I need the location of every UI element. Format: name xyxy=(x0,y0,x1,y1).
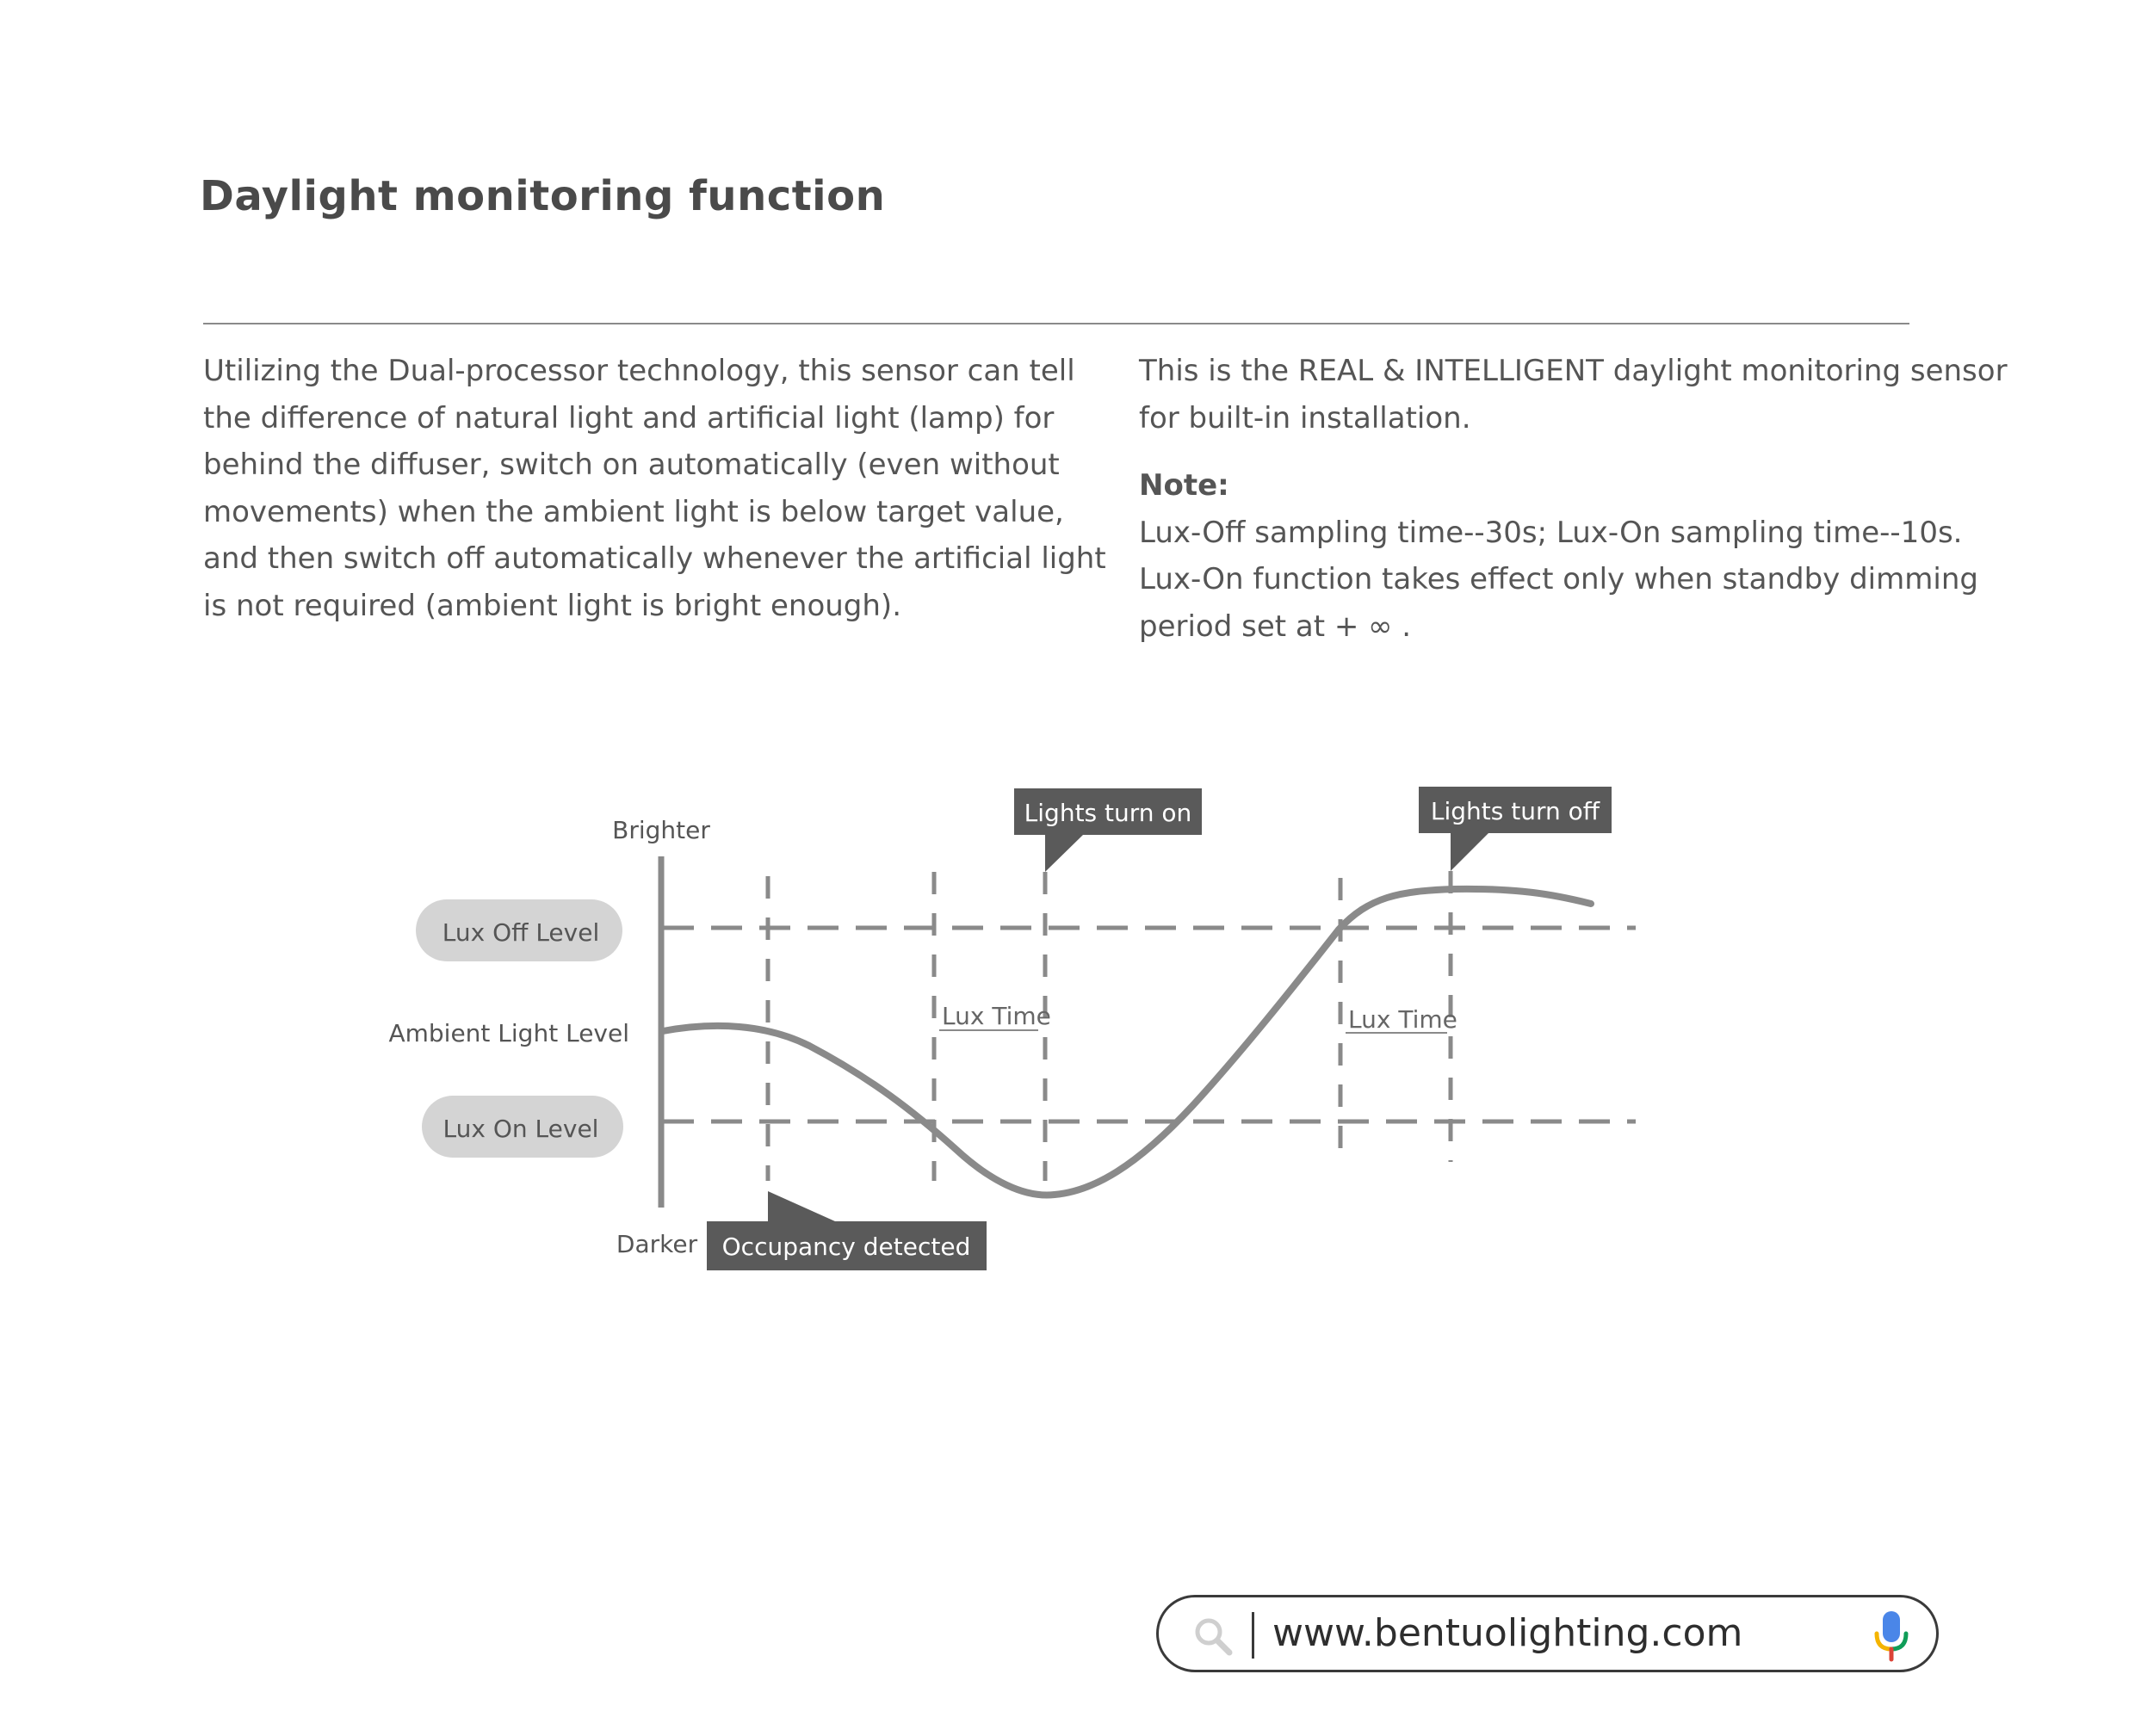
note-label: Note: xyxy=(1139,468,1229,503)
axis-label-brighter: Brighter xyxy=(612,816,710,844)
lux-time-label-2: Lux Time xyxy=(1348,1005,1457,1034)
note-line-sampling: Lux-Off sampling time--30s; Lux-On sampling time--10s. xyxy=(1139,515,1963,550)
callout-occupancy-label: Occupancy detected xyxy=(721,1232,971,1261)
callout-lights-on xyxy=(1014,788,1202,872)
lux-on-level-pill xyxy=(422,1096,623,1158)
ambient-light-level-label: Ambient Light Level xyxy=(388,1019,629,1047)
callout-occupancy xyxy=(707,1191,987,1270)
axis-label-darker: Darker xyxy=(616,1230,698,1258)
text-cursor xyxy=(1252,1612,1254,1659)
callout-lights-off xyxy=(1419,787,1612,871)
website-url: www.bentuolighting.com xyxy=(1272,1611,1743,1655)
website-search-bar xyxy=(1156,1595,1939,1672)
lux-off-level-pill xyxy=(416,899,622,961)
intro-paragraph: Utilizing the Dual-processor technology, this sensor can tell the difference of natural light and artificial light (lamp) for behind the diffuser, switch on automatically (even without movements) when the ambient light is below target value, and then switch off automatically whenever the artificial light is not required (ambient light is bright enough). xyxy=(203,354,1106,623)
callout-lights-on-label: Lights turn on xyxy=(1024,799,1192,827)
lux-on-level-label: Lux On Level xyxy=(442,1115,599,1143)
note-line-standby: Lux-On function takes effect only when standby dimming period set at + ∞ . xyxy=(1139,562,1978,644)
search-icon xyxy=(1191,1615,1235,1658)
page-title: Daylight monitoring function xyxy=(200,172,886,220)
lux-off-level-label: Lux Off Level xyxy=(442,918,600,947)
callout-lights-off-label: Lights turn off xyxy=(1430,797,1600,825)
lux-time-label-1: Lux Time xyxy=(942,1002,1051,1030)
microphone-icon xyxy=(1872,1609,1910,1663)
product-summary: This is the REAL & INTELLIGENT daylight monitoring sensor for built-in installation. xyxy=(1139,354,2008,436)
